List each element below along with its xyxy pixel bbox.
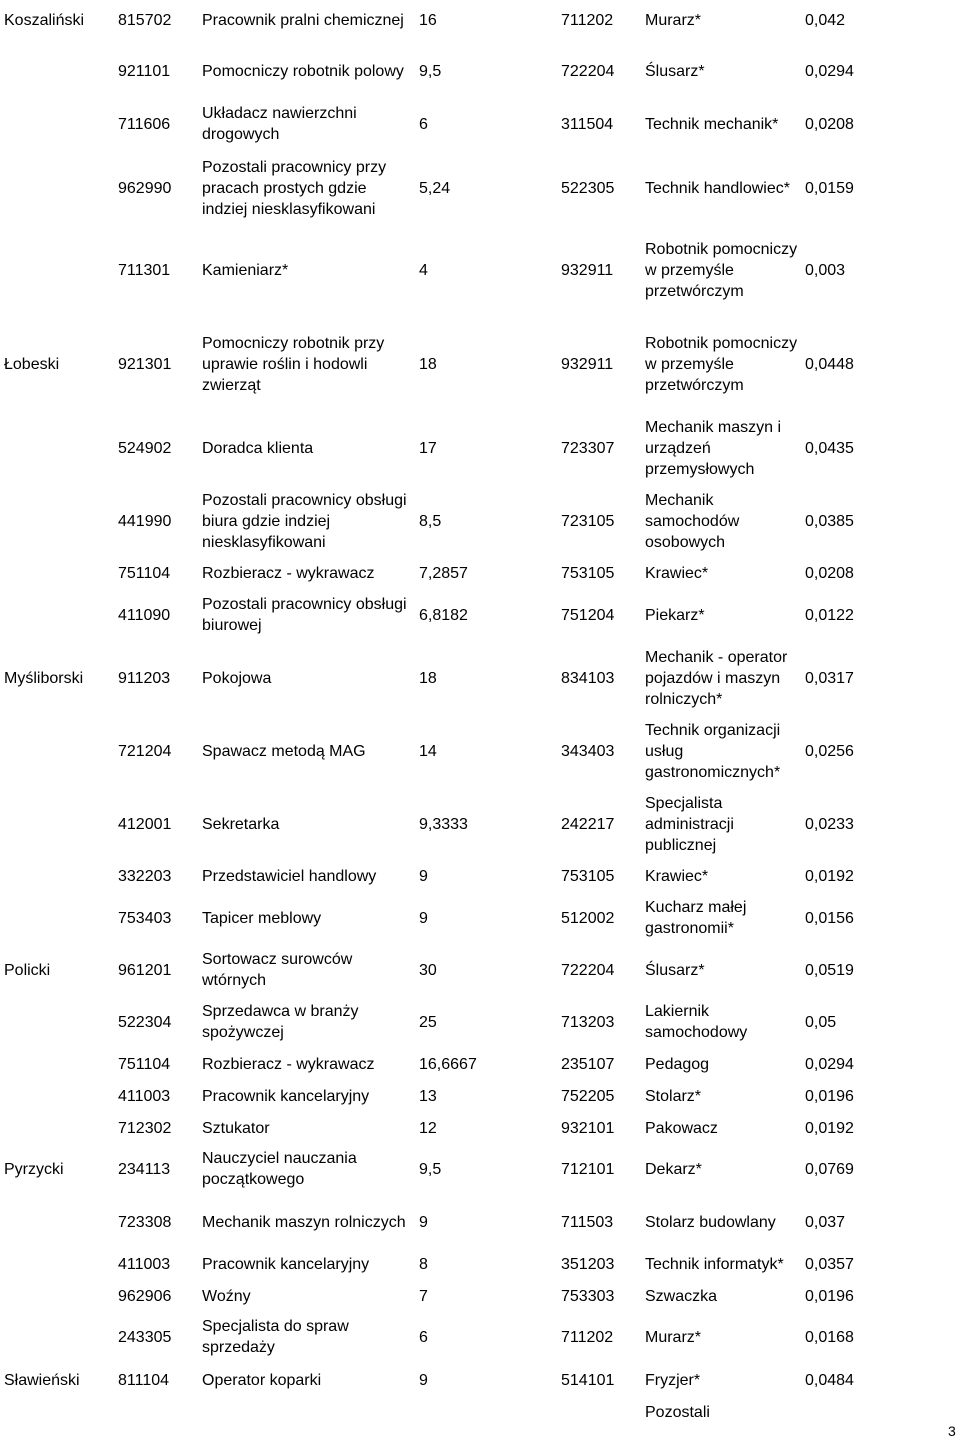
cell-kod-zawodu: 411003 xyxy=(118,1087,171,1105)
table-row xyxy=(0,865,960,887)
cell-powiat xyxy=(4,102,114,146)
cell-nazwa-zawodu: Sprzedawca w branży spożywczej xyxy=(202,1003,359,1041)
table-row xyxy=(0,594,960,636)
cell-nazwa-zawodu-2: Murarz* xyxy=(645,11,702,29)
cell-nazwa-zawodu: Rozbieracz - wykrawacz xyxy=(202,564,375,582)
cell-nazwa-zawodu: Pozostali pracownicy przy pracach prostych gdzie indziej niesklasyfikowani xyxy=(202,158,387,218)
cell-powiat xyxy=(4,489,114,553)
cell-wskaznik-2: 0,0294 xyxy=(805,1055,854,1073)
cell-nazwa-zawodu: Przedstawiciel handlowy xyxy=(202,867,377,885)
cell-kod-zawodu: 411003 xyxy=(118,1255,171,1273)
cell-wskaznik-2: 0,042 xyxy=(805,11,846,29)
cell-kod-zawodu: 234113 xyxy=(118,1160,171,1178)
cell-wskaznik: 8,5 xyxy=(419,512,442,530)
table-row xyxy=(0,1369,960,1391)
cell-wskaznik-2: 0,0208 xyxy=(805,564,854,582)
cell-wskaznik: 18 xyxy=(419,355,437,373)
cell-powiat xyxy=(4,1053,114,1075)
cell-nazwa-zawodu: Spawacz metodą MAG xyxy=(202,742,366,760)
cell-nazwa-zawodu: Nauczyciel nauczania początkowego xyxy=(202,1150,357,1188)
cell-nazwa-zawodu: Operator koparki xyxy=(202,1371,322,1389)
cell-nazwa-zawodu: Pokojowa xyxy=(202,669,272,687)
table-row xyxy=(0,1148,960,1190)
cell-nazwa-zawodu-2: Murarz* xyxy=(645,1328,702,1346)
table-row xyxy=(0,0,960,40)
cell-wskaznik-2: 0,0156 xyxy=(805,909,854,927)
cell-kod-zawodu: 921301 xyxy=(118,355,172,373)
cell-kod-zawodu-2: 932101 xyxy=(561,1119,615,1137)
cell-kod-zawodu: 412001 xyxy=(118,815,172,833)
cell-wskaznik: 30 xyxy=(419,961,437,979)
cell-wskaznik-2: 0,0196 xyxy=(805,1287,854,1305)
cell-powiat xyxy=(4,719,114,783)
cell-wskaznik-2: 0,0294 xyxy=(805,62,854,80)
cell-kod-zawodu-2: 711202 xyxy=(561,1328,614,1346)
cell-powiat xyxy=(4,1316,114,1358)
cell-nazwa-zawodu-2: Piekarz* xyxy=(645,606,705,624)
cell-kod-zawodu-2: 311504 xyxy=(561,115,614,133)
cell-nazwa-zawodu-2: Pakowacz xyxy=(645,1119,718,1137)
cell-nazwa-zawodu-2: Dekarz* xyxy=(645,1160,702,1178)
cell-kod-zawodu-2: 343403 xyxy=(561,742,615,760)
cell-wskaznik: 12 xyxy=(419,1119,437,1137)
table-row xyxy=(0,1117,960,1139)
cell-nazwa-zawodu: Woźny xyxy=(202,1287,251,1305)
cell-nazwa-zawodu-2: Krawiec* xyxy=(645,564,709,582)
cell-wskaznik-2: 0,0196 xyxy=(805,1087,854,1105)
cell-nazwa-zawodu-2: Szwaczka xyxy=(645,1287,718,1305)
cell-nazwa-zawodu-2: Fryzjer* xyxy=(645,1371,701,1389)
cell-wskaznik: 6,8182 xyxy=(419,606,468,624)
cell-wskaznik-2: 0,0192 xyxy=(805,1119,854,1137)
cell-powiat xyxy=(4,1201,114,1243)
cell-kod-zawodu: 721204 xyxy=(118,742,172,760)
table-row xyxy=(0,949,960,991)
cell-kod-zawodu-2: 512002 xyxy=(561,909,615,927)
cell-kod-zawodu: 712302 xyxy=(118,1119,172,1137)
cell-kod-zawodu-2: 753303 xyxy=(561,1287,615,1305)
cell-kod-zawodu-2: 242217 xyxy=(561,815,615,833)
cell-wskaznik-2: 0,0122 xyxy=(805,606,854,624)
cell-wskaznik-2: 0,0256 xyxy=(805,742,854,760)
cell-nazwa-zawodu-2: Technik informatyk* xyxy=(645,1255,784,1273)
cell-wskaznik: 7 xyxy=(419,1287,428,1305)
cell-kod-zawodu-2: 723105 xyxy=(561,512,615,530)
cell-wskaznik: 17 xyxy=(419,439,437,457)
cell-powiat xyxy=(4,1117,114,1139)
cell-wskaznik-2: 0,0233 xyxy=(805,815,854,833)
cell-wskaznik: 9 xyxy=(419,1371,428,1389)
cell-nazwa-zawodu-2: Stolarz* xyxy=(645,1087,702,1105)
cell-nazwa-zawodu-2: Krawiec* xyxy=(645,867,709,885)
table-row xyxy=(0,1053,960,1075)
cell-kod-zawodu-2: 722204 xyxy=(561,961,615,979)
cell-powiat xyxy=(4,155,114,221)
cell-wskaznik-2: 0,0168 xyxy=(805,1328,854,1346)
cell-nazwa-zawodu-2: Technik mechanik* xyxy=(645,115,779,133)
table-row xyxy=(0,1316,960,1358)
cell-kod-zawodu-2: 235107 xyxy=(561,1055,615,1073)
table-row xyxy=(0,719,960,783)
cell-kod-zawodu-2: 713203 xyxy=(561,1013,615,1031)
cell-wskaznik-2: 0,0317 xyxy=(805,669,854,687)
cell-powiat: Łobeski xyxy=(4,355,60,373)
cell-nazwa-zawodu-2: Pedagog xyxy=(645,1055,710,1073)
cell-wskaznik-2: 0,0484 xyxy=(805,1371,854,1389)
cell-powiat xyxy=(4,865,114,887)
cell-kod-zawodu-2: 753105 xyxy=(561,867,615,885)
cell-powiat xyxy=(4,792,114,856)
table-row xyxy=(0,155,960,221)
cell-nazwa-zawodu: Pracownik kancelaryjny xyxy=(202,1087,370,1105)
cell-kod-zawodu-2: 514101 xyxy=(561,1371,615,1389)
cell-nazwa-zawodu: Pozostali pracownicy obsługi biurowej xyxy=(202,596,407,634)
table-row xyxy=(0,50,960,92)
table-row xyxy=(0,102,960,146)
cell-powiat xyxy=(4,897,114,939)
cell-kod-zawodu: 723308 xyxy=(118,1213,172,1231)
cell-nazwa-zawodu-2: Lakiernik samochodowy xyxy=(645,1003,748,1041)
cell-wskaznik: 4 xyxy=(419,261,428,279)
cell-nazwa-zawodu-2: Mechanik maszyn i urządzeń przemysłowych xyxy=(645,418,782,478)
cell-kod-zawodu: 751104 xyxy=(118,1055,171,1073)
cell-nazwa-zawodu-2: Ślusarz* xyxy=(645,961,705,979)
cell-wskaznik: 6 xyxy=(419,1328,428,1346)
cell-powiat: Sławieński xyxy=(4,1371,80,1389)
cell-wskaznik: 9,5 xyxy=(419,1160,442,1178)
table-row xyxy=(0,1001,960,1043)
cell-wskaznik: 13 xyxy=(419,1087,437,1105)
cell-powiat xyxy=(4,562,114,584)
cell-kod-zawodu-2: 711503 xyxy=(561,1213,614,1231)
cell-nazwa-zawodu: Specjalista do spraw sprzedaży xyxy=(202,1318,349,1356)
cell-nazwa-zawodu-2: Technik handlowiec* xyxy=(645,179,790,197)
cell-kod-zawodu-2: 834103 xyxy=(561,669,615,687)
cell-nazwa-zawodu-2: Ślusarz* xyxy=(645,62,705,80)
cell-kod-zawodu: 332203 xyxy=(118,867,172,885)
table-row xyxy=(0,562,960,584)
table-row xyxy=(0,897,960,939)
cell-kod-zawodu-2: 752205 xyxy=(561,1087,615,1105)
table-row xyxy=(0,489,960,553)
cell-nazwa-zawodu-2: Specjalista administracji publicznej xyxy=(645,794,734,854)
cell-kod-zawodu: 962990 xyxy=(118,179,172,197)
cell-nazwa-zawodu: Mechanik maszyn rolniczych xyxy=(202,1213,406,1231)
cell-nazwa-zawodu: Tapicer meblowy xyxy=(202,909,322,927)
cell-kod-zawodu-2: 522305 xyxy=(561,179,615,197)
cell-nazwa-zawodu-2: Robotnik pomocniczy w przemyśle przetwórczym xyxy=(645,240,798,300)
cell-kod-zawodu-2: 751204 xyxy=(561,606,615,624)
clipped-cell-text: Pozostali xyxy=(645,1404,710,1421)
cell-kod-zawodu: 753403 xyxy=(118,909,172,927)
cell-kod-zawodu: 911203 xyxy=(118,669,171,687)
cell-kod-zawodu: 921101 xyxy=(118,62,171,80)
cell-powiat: Myśliborski xyxy=(4,669,84,687)
cell-wskaznik: 9 xyxy=(419,1213,428,1231)
cell-kod-zawodu: 815702 xyxy=(118,11,172,29)
cell-wskaznik: 5,24 xyxy=(419,179,451,197)
table-row xyxy=(0,1085,960,1107)
cell-kod-zawodu: 811104 xyxy=(118,1371,170,1389)
page-number: 3 xyxy=(948,1423,956,1439)
cell-kod-zawodu: 711606 xyxy=(118,115,171,133)
cell-powiat xyxy=(4,1085,114,1107)
cell-nazwa-zawodu: Rozbieracz - wykrawacz xyxy=(202,1055,375,1073)
cell-kod-zawodu: 711301 xyxy=(118,261,171,279)
cell-wskaznik: 9 xyxy=(419,867,428,885)
table-row xyxy=(0,792,960,856)
table-row xyxy=(0,416,960,480)
cell-powiat xyxy=(4,1253,114,1275)
cell-nazwa-zawodu: Sztukator xyxy=(202,1119,270,1137)
cell-kod-zawodu: 524902 xyxy=(118,439,172,457)
cell-kod-zawodu-2: 753105 xyxy=(561,564,615,582)
cell-nazwa-zawodu: Pomocniczy robotnik przy uprawie roślin i hodowli zwierząt xyxy=(202,334,385,394)
cell-kod-zawodu-2: 711202 xyxy=(561,11,614,29)
cell-kod-zawodu-2: 712101 xyxy=(561,1160,615,1178)
cell-wskaznik: 16 xyxy=(419,11,437,29)
cell-nazwa-zawodu-2: Mechanik - operator pojazdów i maszyn rolniczych* xyxy=(645,648,788,708)
cell-nazwa-zawodu-2: Technik organizacji usług gastronomicznych* xyxy=(645,721,781,781)
table-row xyxy=(0,1253,960,1275)
cell-powiat xyxy=(4,50,114,92)
cell-wskaznik-2: 0,0435 xyxy=(805,439,854,457)
cell-wskaznik-2: 0,0385 xyxy=(805,512,854,530)
cell-wskaznik: 9,3333 xyxy=(419,815,468,833)
cell-nazwa-zawodu: Sekretarka xyxy=(202,815,280,833)
cell-wskaznik-2: 0,037 xyxy=(805,1213,846,1231)
cell-kod-zawodu-2: 932911 xyxy=(561,355,614,373)
cell-wskaznik-2: 0,05 xyxy=(805,1013,837,1031)
cell-wskaznik: 7,2857 xyxy=(419,564,468,582)
cell-nazwa-zawodu: Pomocniczy robotnik polowy xyxy=(202,62,404,80)
cell-kod-zawodu: 243305 xyxy=(118,1328,172,1346)
cell-kod-zawodu: 441990 xyxy=(118,512,172,530)
cell-nazwa-zawodu: Pracownik pralni chemicznej xyxy=(202,11,404,29)
cell-wskaznik: 25 xyxy=(419,1013,437,1031)
table-row xyxy=(0,1285,960,1307)
cell-kod-zawodu-2: 932911 xyxy=(561,261,614,279)
cell-powiat xyxy=(4,1285,114,1307)
cell-wskaznik: 9 xyxy=(419,909,428,927)
cell-wskaznik-2: 0,0192 xyxy=(805,867,854,885)
cell-wskaznik: 9,5 xyxy=(419,62,442,80)
cell-kod-zawodu: 411090 xyxy=(118,606,171,624)
table-row xyxy=(0,646,960,710)
cell-powiat: Koszaliński xyxy=(4,11,85,29)
cell-nazwa-zawodu: Sortowacz surowców wtórnych xyxy=(202,951,353,989)
cell-kod-zawodu-2: 723307 xyxy=(561,439,615,457)
cell-wskaznik-2: 0,003 xyxy=(805,261,846,279)
cell-nazwa-zawodu: Pracownik kancelaryjny xyxy=(202,1255,370,1273)
cell-wskaznik-2: 0,0159 xyxy=(805,179,854,197)
cell-kod-zawodu-2: 722204 xyxy=(561,62,615,80)
cell-powiat: Policki xyxy=(4,961,51,979)
cell-kod-zawodu: 961201 xyxy=(118,961,172,979)
cell-nazwa-zawodu-2: Stolarz budowlany xyxy=(645,1213,776,1231)
cell-nazwa-zawodu: Doradca klienta xyxy=(202,439,314,457)
cell-wskaznik-2: 0,0769 xyxy=(805,1160,854,1178)
cell-wskaznik-2: 0,0208 xyxy=(805,115,854,133)
cell-kod-zawodu: 962906 xyxy=(118,1287,172,1305)
cell-wskaznik-2: 0,0519 xyxy=(805,961,854,979)
cell-powiat xyxy=(4,228,114,312)
cell-kod-zawodu: 751104 xyxy=(118,564,171,582)
cell-wskaznik: 8 xyxy=(419,1255,428,1273)
cell-kod-zawodu-2: 351203 xyxy=(561,1255,615,1273)
table-row xyxy=(0,228,960,312)
cell-powiat: Pyrzycki xyxy=(4,1160,64,1178)
cell-nazwa-zawodu-2: Mechanik samochodów osobowych xyxy=(645,491,740,551)
cell-nazwa-zawodu: Kamieniarz* xyxy=(202,261,289,279)
cell-powiat xyxy=(4,1001,114,1043)
table-row xyxy=(0,1201,960,1243)
cell-nazwa-zawodu: Układacz nawierzchni drogowych xyxy=(202,105,357,143)
cell-wskaznik: 18 xyxy=(419,669,437,687)
cell-wskaznik: 14 xyxy=(419,742,437,760)
cell-nazwa-zawodu-2: Kucharz małej gastronomii* xyxy=(645,899,747,937)
cell-kod-zawodu: 522304 xyxy=(118,1013,172,1031)
table-row xyxy=(0,322,960,406)
cell-wskaznik-2: 0,0448 xyxy=(805,355,854,373)
cell-powiat xyxy=(4,594,114,636)
cell-nazwa-zawodu-2: Robotnik pomocniczy w przemyśle przetwórczym xyxy=(645,334,798,394)
cell-wskaznik-2: 0,0357 xyxy=(805,1255,854,1273)
cell-wskaznik: 16,6667 xyxy=(419,1055,477,1073)
cell-nazwa-zawodu: Pozostali pracownicy obsługi biura gdzie indziej niesklasyfikowani xyxy=(202,491,407,551)
cell-powiat xyxy=(4,416,114,480)
cell-wskaznik: 6 xyxy=(419,115,428,133)
